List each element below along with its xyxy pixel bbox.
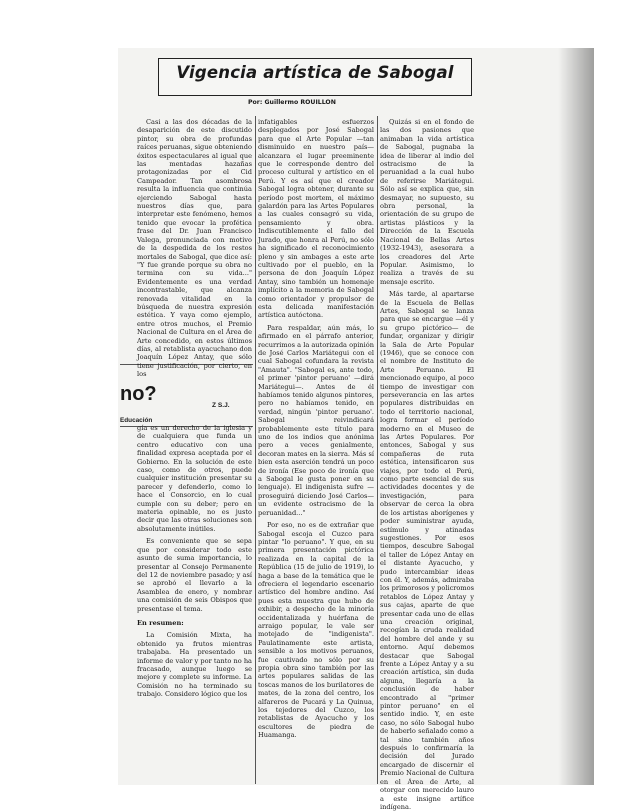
- paragraph: La Comisión Mixta, ha obtenido ya frutos mientras trabajaba. Ha presentado un informe de valor y por tanto no ha fracasado, aunque luego se mejore y complete su informe. La Comisión no ha terminado su trabajo. Considero lógico que los: [137, 631, 252, 699]
- subheading: En resumen:: [137, 618, 184, 627]
- paragraph: gía es un derecho de la iglesia y de cualquiera que funda un centro educativo con una finalidad expresa aceptada por el Gobierno. En la solución de este caso, como de otros, puede cualquier institución presentar su parecer y defenderlo, como lo hace el Consorcio, en lo cual cumple con su deber; pero en materia opinable, no es justo decir que las otras soluciones son absolutamente inútiles.: [137, 424, 252, 533]
- side-article-section: Educación: [120, 417, 153, 424]
- column-divider: [377, 116, 378, 784]
- side-article-author: Z S.J.: [212, 402, 230, 409]
- side-article-column: [137, 424, 252, 784]
- paragraph: Para respaldar, aún más, lo afirmado en el párrafo anterior, recurrimos a la autorizada opinión de José Carlos Mariátegui con el cual Sabogal cofundara la revista "Amauta". "Sabogal es, ante todo, el primer 'pintor peruano' —dirá Mariátegui—. Antes de él habíamos tenido algunos pintores, pero no habíamos tenido, en verdad, ningún 'pintor peruano'. Sabogal reivindicará probablemente este título para uno de los indios que anónima pero a veces genialmente, decoran mates en la sierra. Más sí bien esta aserción tendrá un poco de ironía (Ese poco de ironía que a Sabogal le gusta poner en su lenguaje). El indigenista sufre —proseguirá diciendo José Carlos— un evidente ostracismo de la peruanidad...": [258, 323, 374, 517]
- paragraph: Por eso, no es de extrañar que Sabogal escoja el Cuzco para pintar "lo peruano". Y que, en su primera presentación pictórica realizada en la capital de la República (15 de julio de 1919), lo haga a base de la temática que le ofreciera el legendario escenario artístico del hombre andino. Así pues esta muestra que hubo de exhibir, a despecho de la minoría occidentalizada y huérfana de arraigo popular, le vale ser motejado de "indigenista". Paulatinamente este artista, sensible a los motivos peruanos, fue cautivado no sólo por su propia obra sino también por las artes populares salidas de las toscas manos de los burilatores de mates, de la zona del centro, los alfareros de Pucará y La Quinua, los tejedores del Cuzco, los retablistas de Ayacucho y los escultores de piedra de Huamanga.: [258, 521, 374, 740]
- article-column-2: [258, 118, 374, 784]
- article-byline: Por: Guillermo ROUILLON: [248, 99, 336, 106]
- side-article-title: no?: [120, 383, 157, 405]
- paragraph: Es conveniente que se sepa que por considerar todo este asunto de suma importancia, lo presentar al Consejo Permanente del 12 de noviembre pasado; y así se aprobó el llevarlo a la Asamblea de enero, y nombrar una comisión de seis Obispos que presentase el tema.: [137, 537, 252, 613]
- paragraph: Más tarde, al apartarse de la Escuela de Bellas Artes, Sabogal se lanza para que se encargue —él y su grupo pictórico— de fundar, organizar y dirigir la Sala de Arte Popular (1946), que se conoce con el nombre de Instituto de Arte Peruano. El mencionado equipo, al poco tiempo de investigar con perseverancia en las artes populares distribuidas en todo el territorio nacional, logra formar el período moderno en el Museo de las Artes Populares. Por entonces, Sabogal y sus compañeras de ruta estética, intensificaron sus viajes, por todo el Perú, como parte esencial de sus actividades docentes y de investigación, para observar de cerca la obra de los artistas aborígenes y poder suministrar ayuda, estímulo y atinadas sugestiones. Por esos tiempos, descubre Sabogal el taller de López Antay en el distante Ayacucho, y pudo intercambiar ideas con él. Y, además, admiraba los primorosos y policromos retablos de López Antay y sus cajas, aparte de que presentar cada uno de ellas una creación original, recogían la cruda realidad del hombre del ande y su entorno. Aquí debemos destacar que Sabogal frente a López Antay y a su creación artística, sin duda alguna, llegaría a la conclusión de haber encontrado al "primer pintor peruano" en el sentido indio. Y, en este caso, no sólo Sabogal hubo de haberlo señalado como a tal sino también años después lo confirmaría la decisión del Jurado encargado de discernir el Premio Nacional de Cultura en el Área de Arte, al otorgar con merecido lauro a este insigne artífice indígena.: [380, 290, 474, 811]
- article-title: Vigencia artística de Sabogal: [176, 63, 454, 82]
- article-column-1: [137, 118, 252, 379]
- paragraph: infatigables esfuerzos desplegados por José Sabogal para que el Arte Popular —tan disminuido en nuestro país— alcanzara el lugar preeminente que le corresponde dentro del proceso cultural y artístico en el Perú. Y es así que el creador Sabogal logra obtener, durante su período post mortem, el máximo galardón para las Artes Populares a las cuales consagró su vida, pensamiento y obra. Indiscutiblemente el fallo del Jurado, que honra al Perú, no sólo ha significado el reconocimiento pleno y sin ambages a este arte cultivado por el pueblo, en la persona de don Joaquín López Antay, sino también un homenaje implícito a la memoria de Sabogal como orientador y propulsor de esta delicada manifestación artística autóctona.: [258, 118, 374, 320]
- article-column-3: [380, 118, 474, 811]
- paragraph: Casi a las dos décadas de la desaparición de este discutido pintor, su obra de profundas raíces peruanas, sigue obteniendo éxitos espectaculares al igual que las mentadas hazañas protagonizadas por el Cid Campeador. Tan asombrosa resulta la influencia que continúa ejerciendo Sabogal hasta nuestros días que, para interpretar este fenómeno, hemos tenido que evocar la profética frase del Dr. Juan Francisco Valega, pronunciada con motivo de la despedida de los restos mortales de Sabogal, que dice así: "Y fue grande porque su obra no termina con su vida..." Evidentemente es una verdad incontrastable, que alcanza renovada vitalidad en la búsqueda de nuestra expresión estética. Y vaya como ejemplo, entre otros muchos, el Premio Nacional de Cultura en el Área de Arte concedido, en estos últimos días, al retablista ayacuchano don Joaquín López Antay, que sólo tiene justificación, por cierto, en los: [137, 118, 252, 379]
- article-title-box: [158, 58, 472, 96]
- column-divider: [255, 116, 256, 784]
- clipping-shadow-edge: [474, 48, 594, 785]
- paragraph: Quizás si en el fondo de las dos pasiones que animaban la vida artística de Sabogal, pugnaba la idea de liberar al indio del ostracismo de la peruanidad a la cual hubo de referirse Mariátegui. Sólo así se explica que, sin desmayar, no supuesto, su obra personal, la orientación de su grupo de artistas plásticos y la Dirección de la Escuela Nacional de Bellas Artes (1932-1943), asesorara a los creadores del Arte Popular. Asimismo, lo realiza a través de su mensaje escrito.: [380, 118, 474, 286]
